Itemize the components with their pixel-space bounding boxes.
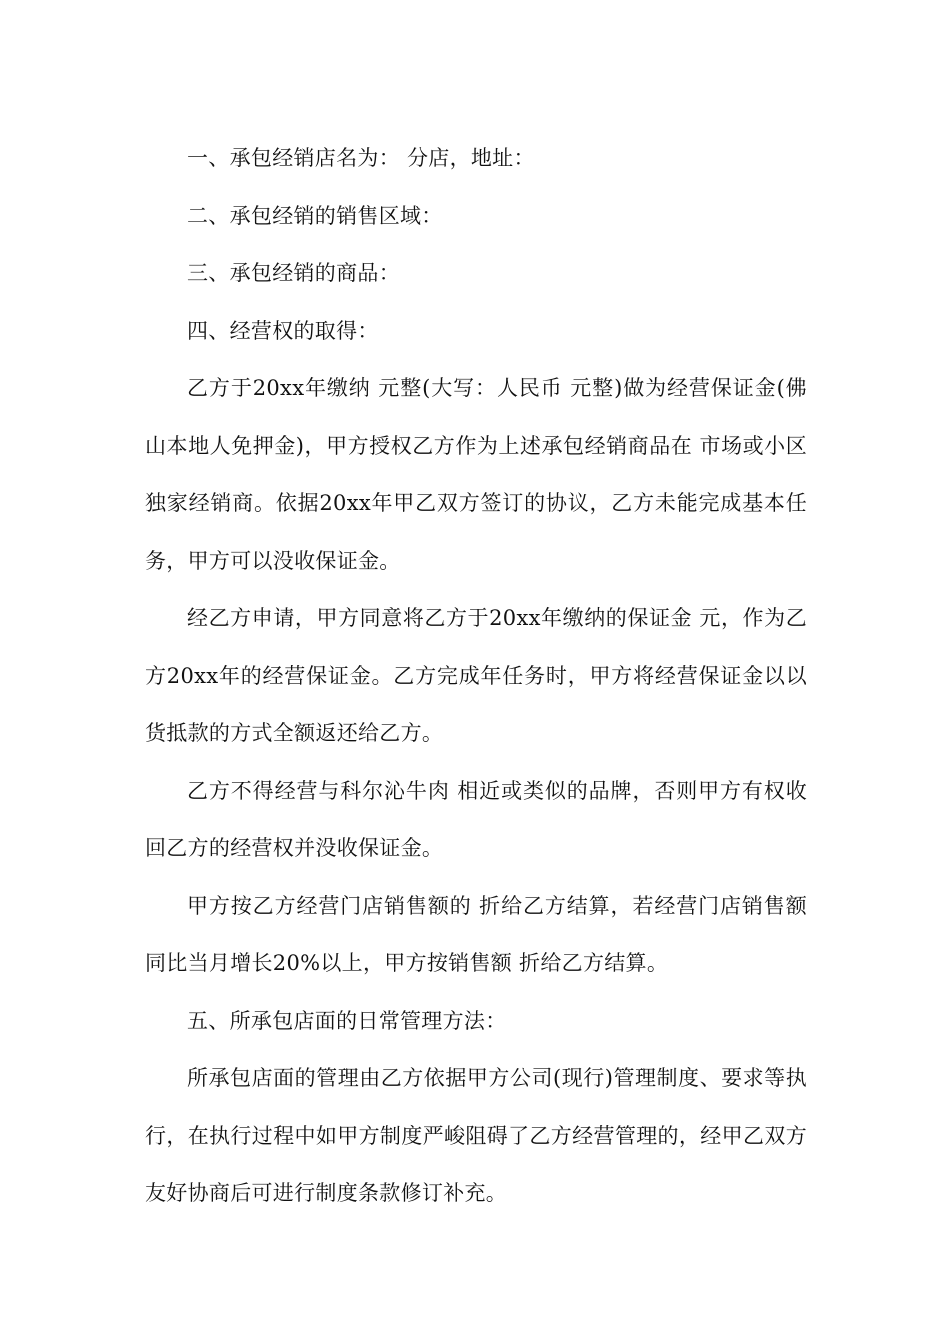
- paragraph-settlement: 甲方按乙方经营门店销售额的 折给乙方结算，若经营门店销售额同比当月增长20%以上，甲方按销售额 折给乙方结算。: [145, 893, 807, 975]
- clause-2-sales-area: 二、承包经销的销售区域：: [187, 203, 443, 228]
- paragraph-deposit-transfer: 经乙方申请，甲方同意将乙方于20xx年缴纳的保证金 元，作为乙方20xx年的经营保证金。乙方完成年任务时，甲方将经营保证金以以货抵款的方式全额返还给乙方。: [145, 606, 807, 745]
- clause-4-heading: 四、经营权的取得：: [187, 318, 379, 343]
- paragraph-deposit: 乙方于20xx年缴纳 元整(大写：人民币 元整)做为经营保证金(佛山本地人免押金)，甲方授权乙方作为上述承包经销商品在 市场或小区独家经销商。依据20xx年甲乙双方签订的协议，乙方未能完成基本任务，甲方可以没收保证金。: [145, 376, 807, 573]
- clause-1-store-name: 一、承包经销店名为： 分店，地址：: [187, 146, 535, 170]
- document-body: [145, 130, 807, 1223]
- clause-3-products: 三、承包经销的商品：: [187, 261, 400, 285]
- paragraph-brand-restriction: 乙方不得经营与科尔沁牛肉 相近或类似的品牌，否则甲方有权收回乙方的经营权并没收保证金。: [145, 778, 807, 860]
- clause-5-heading: 五、所承包店面的日常管理方法：: [187, 1008, 507, 1033]
- paragraph-management: 所承包店面的管理由乙方依据甲方公司(现行)管理制度、要求等执行，在执行过程中如甲方制度严峻阻碍了乙方经营管理的，经甲乙双方友好协商后可进行制度条款修订补充。: [145, 1066, 807, 1205]
